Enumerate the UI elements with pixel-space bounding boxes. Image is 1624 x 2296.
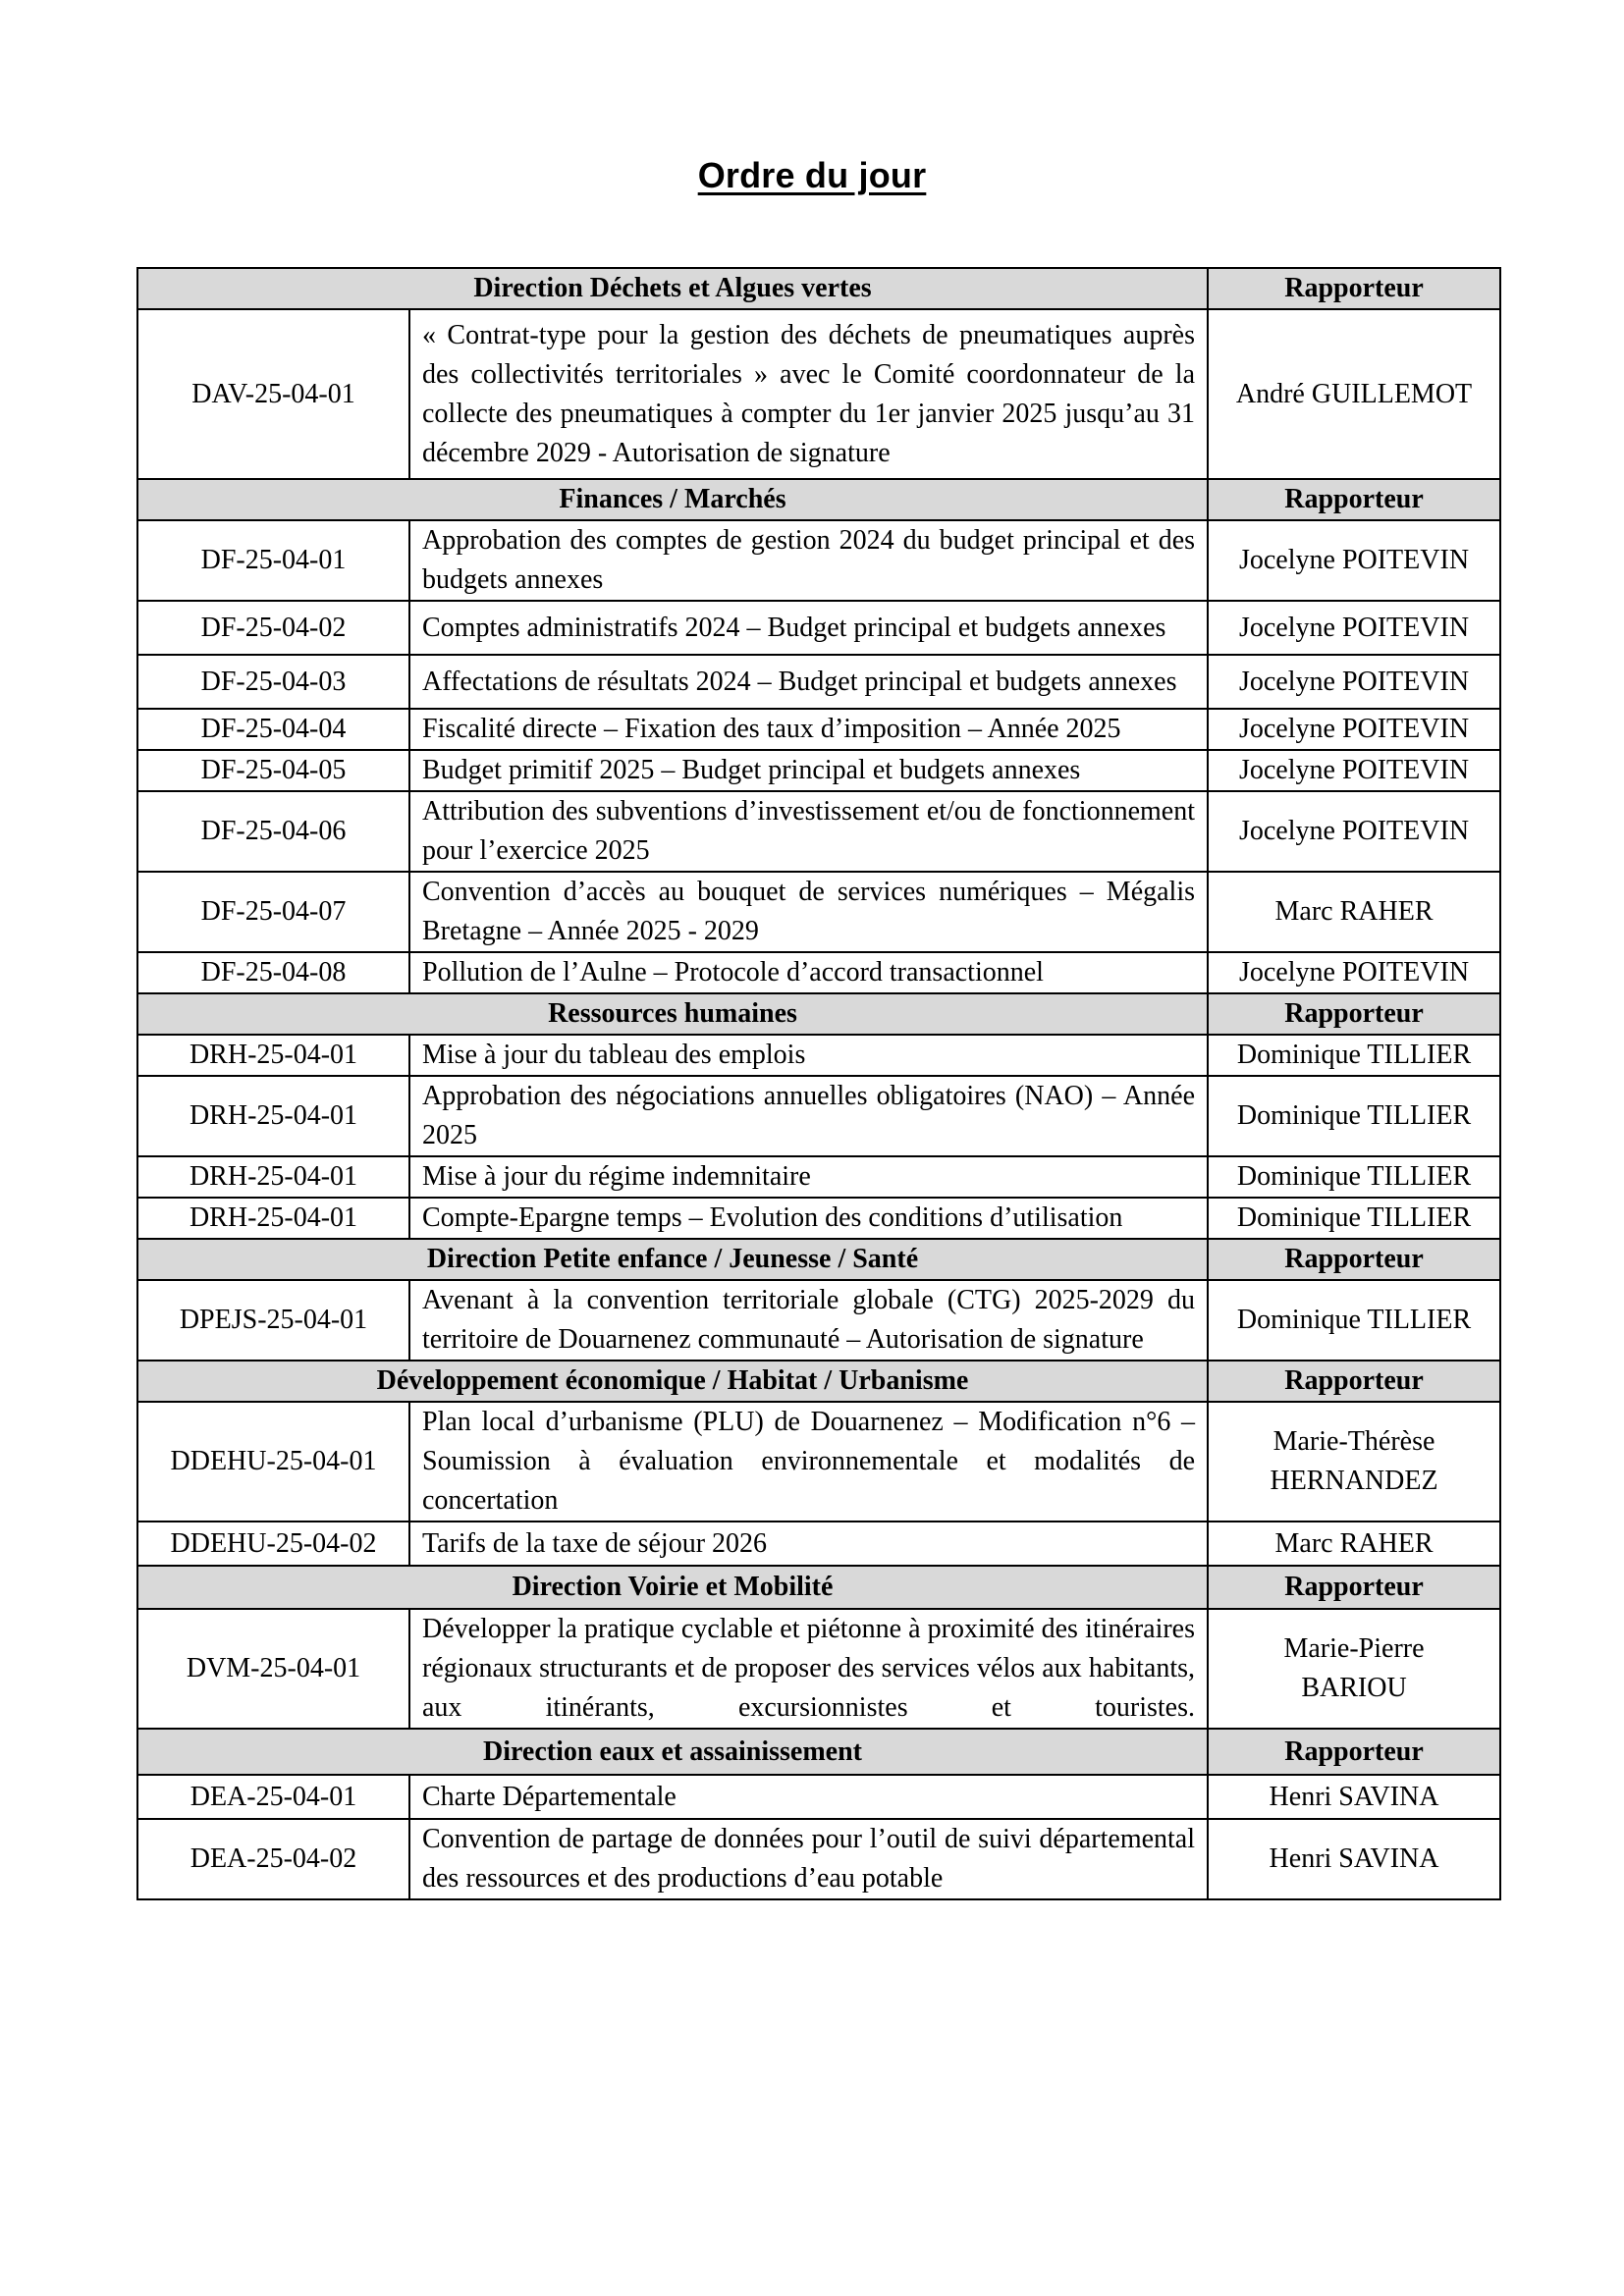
agenda-row: [137, 309, 1500, 479]
section-header-row: [137, 1566, 1500, 1609]
rapporteur-name: Dominique TILLIER: [1236, 1161, 1472, 1192]
item-subject: Mise à jour du tableau des emplois: [409, 1035, 1208, 1076]
item-rapporteur: [1208, 1775, 1500, 1819]
rapporteur-name: André GUILLEMOT: [1235, 378, 1473, 409]
rapporteur-name: Jocelyne POITEVIN: [1238, 816, 1470, 846]
rapporteur-header: Rapporteur: [1208, 1566, 1500, 1609]
item-subject: Développer la pratique cyclable et piétonne à proximité des itinéraires régionaux structurants et de proposer des services vélos aux habitants, aux itinérants, excursionnistes et touristes.: [409, 1609, 1208, 1729]
item-code: DRH-25-04-01: [137, 1198, 409, 1239]
agenda-row: [137, 1775, 1500, 1819]
rapporteur-name: Jocelyne POITEVIN: [1238, 755, 1470, 785]
rapporteur-name: Jocelyne POITEVIN: [1238, 545, 1470, 575]
agenda-row: [137, 709, 1500, 750]
item-rapporteur: [1208, 1522, 1500, 1566]
item-subject: Budget primitif 2025 – Budget principal et budgets annexes: [409, 750, 1208, 791]
agenda-row: [137, 1035, 1500, 1076]
rapporteur-name: Dominique TILLIER: [1236, 1040, 1472, 1070]
item-subject: Compte-Epargne temps – Evolution des conditions d’utilisation: [409, 1198, 1208, 1239]
item-rapporteur: [1208, 791, 1500, 872]
item-rapporteur: [1208, 1280, 1500, 1361]
item-rapporteur: [1208, 1609, 1500, 1729]
rapporteur-name: Dominique TILLIER: [1236, 1100, 1472, 1131]
section-header-row: [137, 1239, 1500, 1280]
agenda-row: [137, 750, 1500, 791]
item-code: DVM-25-04-01: [137, 1609, 409, 1729]
item-rapporteur: [1208, 1819, 1500, 1899]
rapporteur-header: Rapporteur: [1208, 1239, 1500, 1280]
agenda-row: [137, 1402, 1500, 1522]
item-subject: Convention d’accès au bouquet de services numériques – Mégalis Bretagne – Année 2025 - 2029: [409, 872, 1208, 952]
rapporteur-header: Rapporteur: [1208, 479, 1500, 520]
item-subject: Comptes administratifs 2024 – Budget principal et budgets annexes: [409, 601, 1208, 655]
section-header-row: [137, 1361, 1500, 1402]
agenda-table: [136, 267, 1501, 1900]
item-code: DF-25-04-08: [137, 952, 409, 993]
item-subject: Affectations de résultats 2024 – Budget principal et budgets annexes: [409, 655, 1208, 709]
rapporteur-name: Marie-Pierre: [1283, 1633, 1425, 1664]
item-code: DF-25-04-07: [137, 872, 409, 952]
item-subject: Plan local d’urbanisme (PLU) de Douarnenez – Modification n°6 – Soumission à évaluation environnementale et modalités de concertation: [409, 1402, 1208, 1522]
item-subject: Mise à jour du régime indemnitaire: [409, 1156, 1208, 1198]
section-heading: Ressources humaines: [137, 993, 1208, 1035]
item-subject: « Contrat-type pour la gestion des déchets de pneumatiques auprès des collectivités territoriales » avec le Comité coordonnateur de la collecte des pneumatiques à compter du 1er janvier 2025 jusqu’au 31 décembre 2029 - Autorisation de signature: [409, 309, 1208, 479]
item-code: DDEHU-25-04-02: [137, 1522, 409, 1566]
rapporteur-name: Henri SAVINA: [1269, 1781, 1439, 1812]
rapporteur-name: Dominique TILLIER: [1236, 1202, 1472, 1233]
agenda-row: [137, 1609, 1500, 1729]
item-subject: Attribution des subventions d’investissement et/ou de fonctionnement pour l’exercice 2025: [409, 791, 1208, 872]
section-header-row: [137, 268, 1500, 309]
section-heading: Direction eaux et assainissement: [137, 1729, 1208, 1775]
rapporteur-name: BARIOU: [1301, 1673, 1407, 1703]
rapporteur-header: Rapporteur: [1208, 1729, 1500, 1775]
agenda-row: [137, 520, 1500, 601]
agenda-row: [137, 872, 1500, 952]
item-subject: Approbation des comptes de gestion 2024 du budget principal et des budgets annexes: [409, 520, 1208, 601]
item-subject: Avenant à la convention territoriale globale (CTG) 2025-2029 du territoire de Douarnenez communauté – Autorisation de signature: [409, 1280, 1208, 1361]
item-subject: Approbation des négociations annuelles obligatoires (NAO) – Année 2025: [409, 1076, 1208, 1156]
item-rapporteur: [1208, 1402, 1500, 1522]
rapporteur-name: Jocelyne POITEVIN: [1238, 957, 1470, 988]
rapporteur-name: Jocelyne POITEVIN: [1238, 612, 1470, 643]
item-rapporteur: [1208, 750, 1500, 791]
rapporteur-name: Henri SAVINA: [1269, 1843, 1439, 1874]
item-code: DRH-25-04-01: [137, 1076, 409, 1156]
item-rapporteur: [1208, 872, 1500, 952]
agenda-row: [137, 1522, 1500, 1566]
agenda-row: [137, 1076, 1500, 1156]
rapporteur-name: HERNANDEZ: [1270, 1466, 1438, 1496]
item-rapporteur: [1208, 309, 1500, 479]
page-title: Ordre du jour: [697, 155, 927, 195]
section-header-row: [137, 993, 1500, 1035]
agenda-row: [137, 601, 1500, 655]
rapporteur-name: Jocelyne POITEVIN: [1238, 714, 1470, 744]
section-heading: Développement économique / Habitat / Urbanisme: [137, 1361, 1208, 1402]
rapporteur-header: Rapporteur: [1208, 1361, 1500, 1402]
item-rapporteur: [1208, 1035, 1500, 1076]
item-code: DEA-25-04-02: [137, 1819, 409, 1899]
item-rapporteur: [1208, 1198, 1500, 1239]
rapporteur-name: Marie-Thérèse: [1272, 1426, 1435, 1457]
item-rapporteur: [1208, 709, 1500, 750]
section-header-row: [137, 479, 1500, 520]
agenda-row: [137, 1198, 1500, 1239]
section-heading: Direction Déchets et Algues vertes: [137, 268, 1208, 309]
item-rapporteur: [1208, 1076, 1500, 1156]
item-code: DAV-25-04-01: [137, 309, 409, 479]
rapporteur-name: Marc RAHER: [1274, 1527, 1434, 1559]
item-code: DF-25-04-02: [137, 601, 409, 655]
item-code: DF-25-04-01: [137, 520, 409, 601]
item-subject: Charte Départementale: [409, 1775, 1208, 1819]
item-rapporteur: [1208, 1156, 1500, 1198]
agenda-row: [137, 1280, 1500, 1361]
item-rapporteur: [1208, 520, 1500, 601]
section-heading: Finances / Marchés: [137, 479, 1208, 520]
item-rapporteur: [1208, 655, 1500, 709]
item-code: DDEHU-25-04-01: [137, 1402, 409, 1522]
item-subject: Tarifs de la taxe de séjour 2026: [409, 1522, 1208, 1566]
agenda-row: [137, 655, 1500, 709]
item-rapporteur: [1208, 601, 1500, 655]
rapporteur-header: Rapporteur: [1208, 268, 1500, 309]
rapporteur-header: Rapporteur: [1208, 993, 1500, 1035]
section-header-row: [137, 1729, 1500, 1775]
item-code: DRH-25-04-01: [137, 1156, 409, 1198]
item-subject: Fiscalité directe – Fixation des taux d’imposition – Année 2025: [409, 709, 1208, 750]
agenda-row: [137, 1819, 1500, 1899]
item-code: DPEJS-25-04-01: [137, 1280, 409, 1361]
item-code: DRH-25-04-01: [137, 1035, 409, 1076]
rapporteur-name: Marc RAHER: [1274, 896, 1434, 927]
item-code: DF-25-04-06: [137, 791, 409, 872]
rapporteur-name: Jocelyne POITEVIN: [1238, 666, 1470, 697]
agenda-row: [137, 1156, 1500, 1198]
item-code: DF-25-04-04: [137, 709, 409, 750]
item-code: DF-25-04-05: [137, 750, 409, 791]
item-subject: Pollution de l’Aulne – Protocole d’accord transactionnel: [409, 952, 1208, 993]
item-rapporteur: [1208, 952, 1500, 993]
section-heading: Direction Petite enfance / Jeunesse / Santé: [137, 1239, 1208, 1280]
agenda-row: [137, 791, 1500, 872]
rapporteur-name: Dominique TILLIER: [1236, 1305, 1472, 1335]
agenda-body: [137, 268, 1500, 1899]
item-subject: Convention de partage de données pour l’outil de suivi départemental des ressources et des productions d’eau potable: [409, 1819, 1208, 1899]
item-code: DF-25-04-03: [137, 655, 409, 709]
section-heading: Direction Voirie et Mobilité: [137, 1566, 1208, 1609]
item-code: DEA-25-04-01: [137, 1775, 409, 1819]
agenda-row: [137, 952, 1500, 993]
